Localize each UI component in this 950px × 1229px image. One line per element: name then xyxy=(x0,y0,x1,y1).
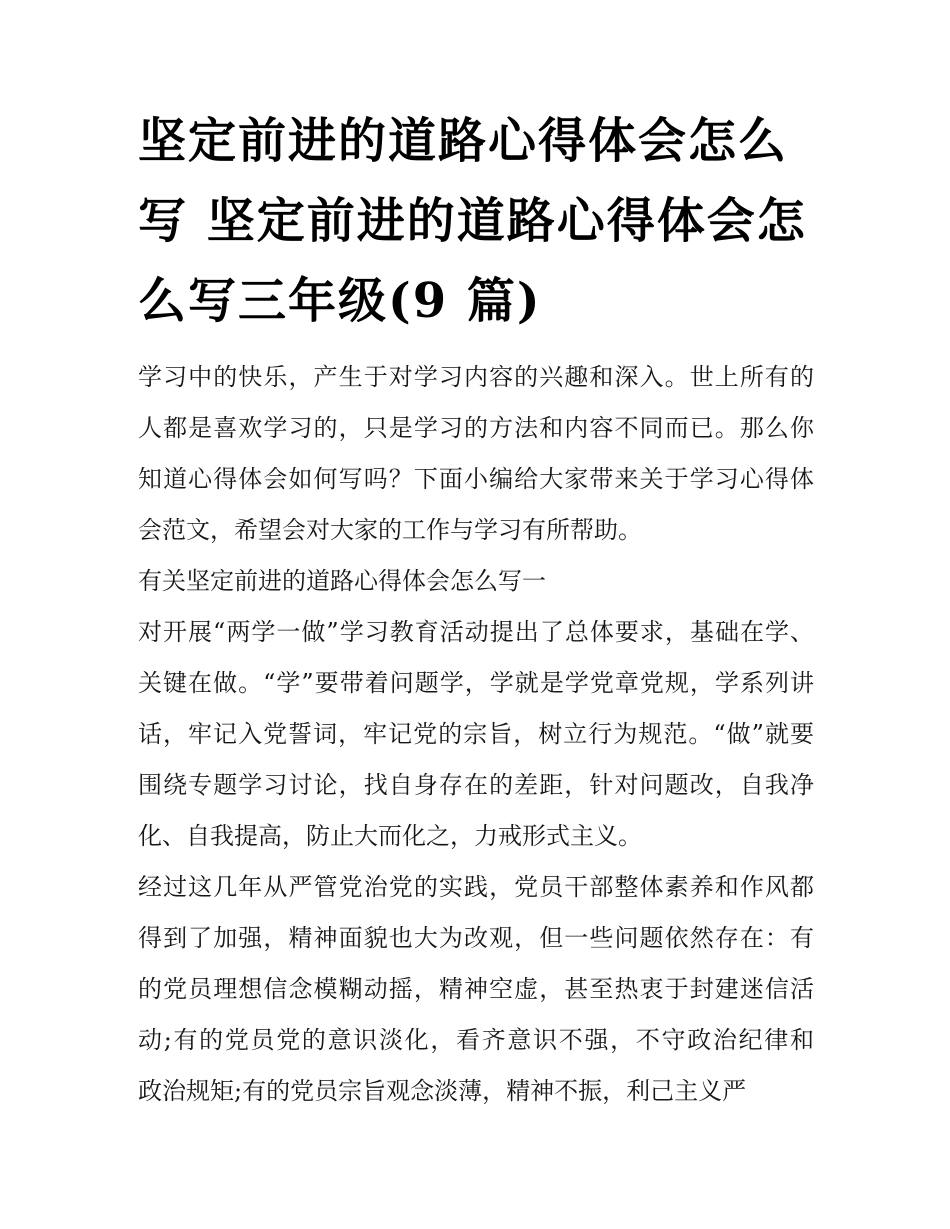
body-line: 得到了加强，精神面貌也大为改观，但一些问题依然存在：有 xyxy=(138,924,814,952)
title-line-2: 写 坚定前进的道路心得体会怎 xyxy=(138,193,807,249)
document-body xyxy=(138,352,814,1117)
title-line-1: 坚定前进的道路心得体会怎么 xyxy=(138,113,789,169)
document-title xyxy=(138,101,838,341)
body-line: 人都是喜欢学习的，只是学习的方法和内容不同而已。那么你 xyxy=(138,414,814,442)
body-line: 化、自我提高，防止大而化之，力戒形式主义。 xyxy=(138,822,642,850)
body-line: 会范文，希望会对大家的工作与学习有所帮助。 xyxy=(138,516,642,544)
body-line: 知道心得体会如何写吗？下面小编给大家带来关于学习心得体 xyxy=(138,465,814,493)
title-line-3: 么写三年级(9 篇) xyxy=(138,273,542,329)
body-line: 对开展“两学一做”学习教育活动提出了总体要求，基础在学、 xyxy=(138,618,814,646)
body-line: 动;有的党员党的意识淡化，看齐意识不强，不守政治纪律和 xyxy=(138,1026,814,1054)
body-line: 有关坚定前进的道路心得体会怎么写一 xyxy=(138,567,546,595)
body-line: 围绕专题学习讨论，找自身存在的差距，针对问题改，自我净 xyxy=(138,771,814,799)
body-line: 经过这几年从严管党治党的实践，党员干部整体素养和作风都 xyxy=(138,873,814,901)
body-line: 政治规矩;有的党员宗旨观念淡薄，精神不振，利己主义严 xyxy=(138,1077,747,1105)
body-line: 的党员理想信念模糊动摇，精神空虚，甚至热衷于封建迷信活 xyxy=(138,975,814,1003)
body-line: 话，牢记入党誓词，牢记党的宗旨，树立行为规范。“做”就要 xyxy=(138,720,814,748)
body-line: 关键在做。“学”要带着问题学，学就是学党章党规，学系列讲 xyxy=(138,669,814,697)
body-line: 学习中的快乐，产生于对学习内容的兴趣和深入。世上所有的 xyxy=(138,363,814,391)
